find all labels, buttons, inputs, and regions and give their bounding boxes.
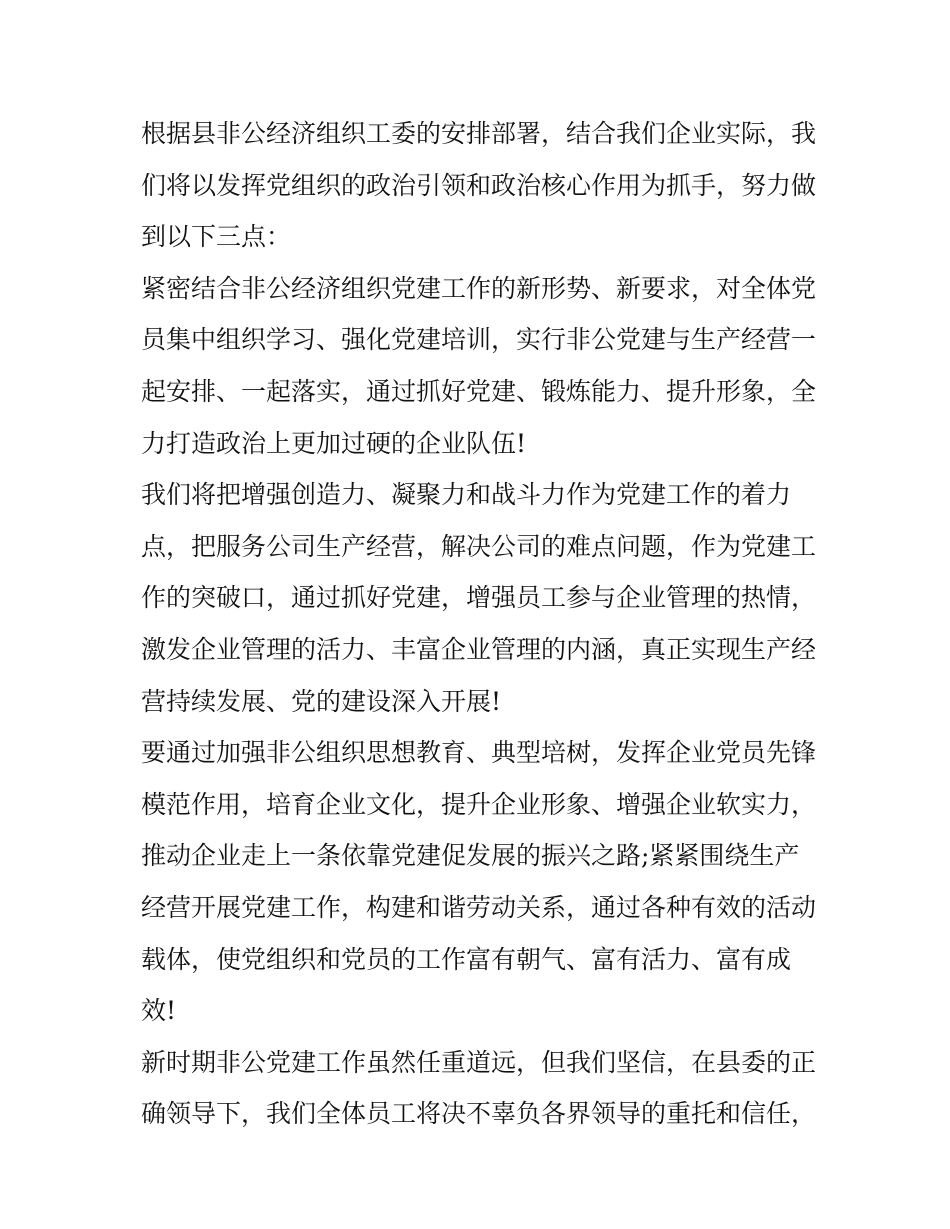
text-line: 要通过加强非公组织思想教育、典型培树，发挥企业党员先锋	[141, 738, 817, 768]
text-line: 确领导下，我们全体员工将决不辜负各界领导的重托和信任，	[141, 1099, 817, 1129]
text-line: 经营开展党建工作，构建和谐劳动关系，通过各种有效的活动	[141, 892, 817, 922]
text-line: 我们将把增强创造力、凝聚力和战斗力作为党建工作的着力	[141, 480, 792, 510]
text-line: 推动企业走上一条依靠党建促发展的振兴之路;紧紧围绕生产	[141, 841, 800, 871]
text-line: 紧密结合非公经济组织党建工作的新形势、新要求，对全体党	[141, 273, 817, 303]
text-line: 起安排、一起落实，通过抓好党建、锻炼能力、提升形象，全	[141, 376, 817, 406]
text-line: 营持续发展、党的建设深入开展!	[141, 686, 502, 716]
text-line: 激发企业管理的活力、丰富企业管理的内涵，真正实现生产经	[141, 634, 817, 664]
text-line: 到以下三点：	[141, 222, 292, 252]
text-line: 模范作用，培育企业文化，提升企业形象、增强企业软实力，	[141, 789, 817, 819]
text-line: 载体，使党组织和党员的工作富有朝气、富有活力、富有成	[141, 944, 792, 974]
text-line: 力打造政治上更加过硬的企业队伍!	[141, 428, 527, 458]
text-line: 效!	[141, 996, 177, 1026]
text-line: 点，把服务公司生产经营，解决公司的难点问题，作为党建工	[141, 531, 817, 561]
text-line: 员集中组织学习、强化党建培训，实行非公党建与生产经营一	[141, 325, 817, 355]
body-text	[141, 108, 821, 1140]
text-line: 根据县非公经济组织工委的安排部署，结合我们企业实际，我	[141, 119, 817, 148]
text-line: 们将以发挥党组织的政治引领和政治核心作用为抓手，努力做	[141, 170, 817, 200]
text-line: 作的突破口，通过抓好党建，增强员工参与企业管理的热情，	[141, 583, 817, 613]
text-line: 新时期非公党建工作虽然任重道远，但我们坚信，在县委的正	[141, 1047, 817, 1077]
